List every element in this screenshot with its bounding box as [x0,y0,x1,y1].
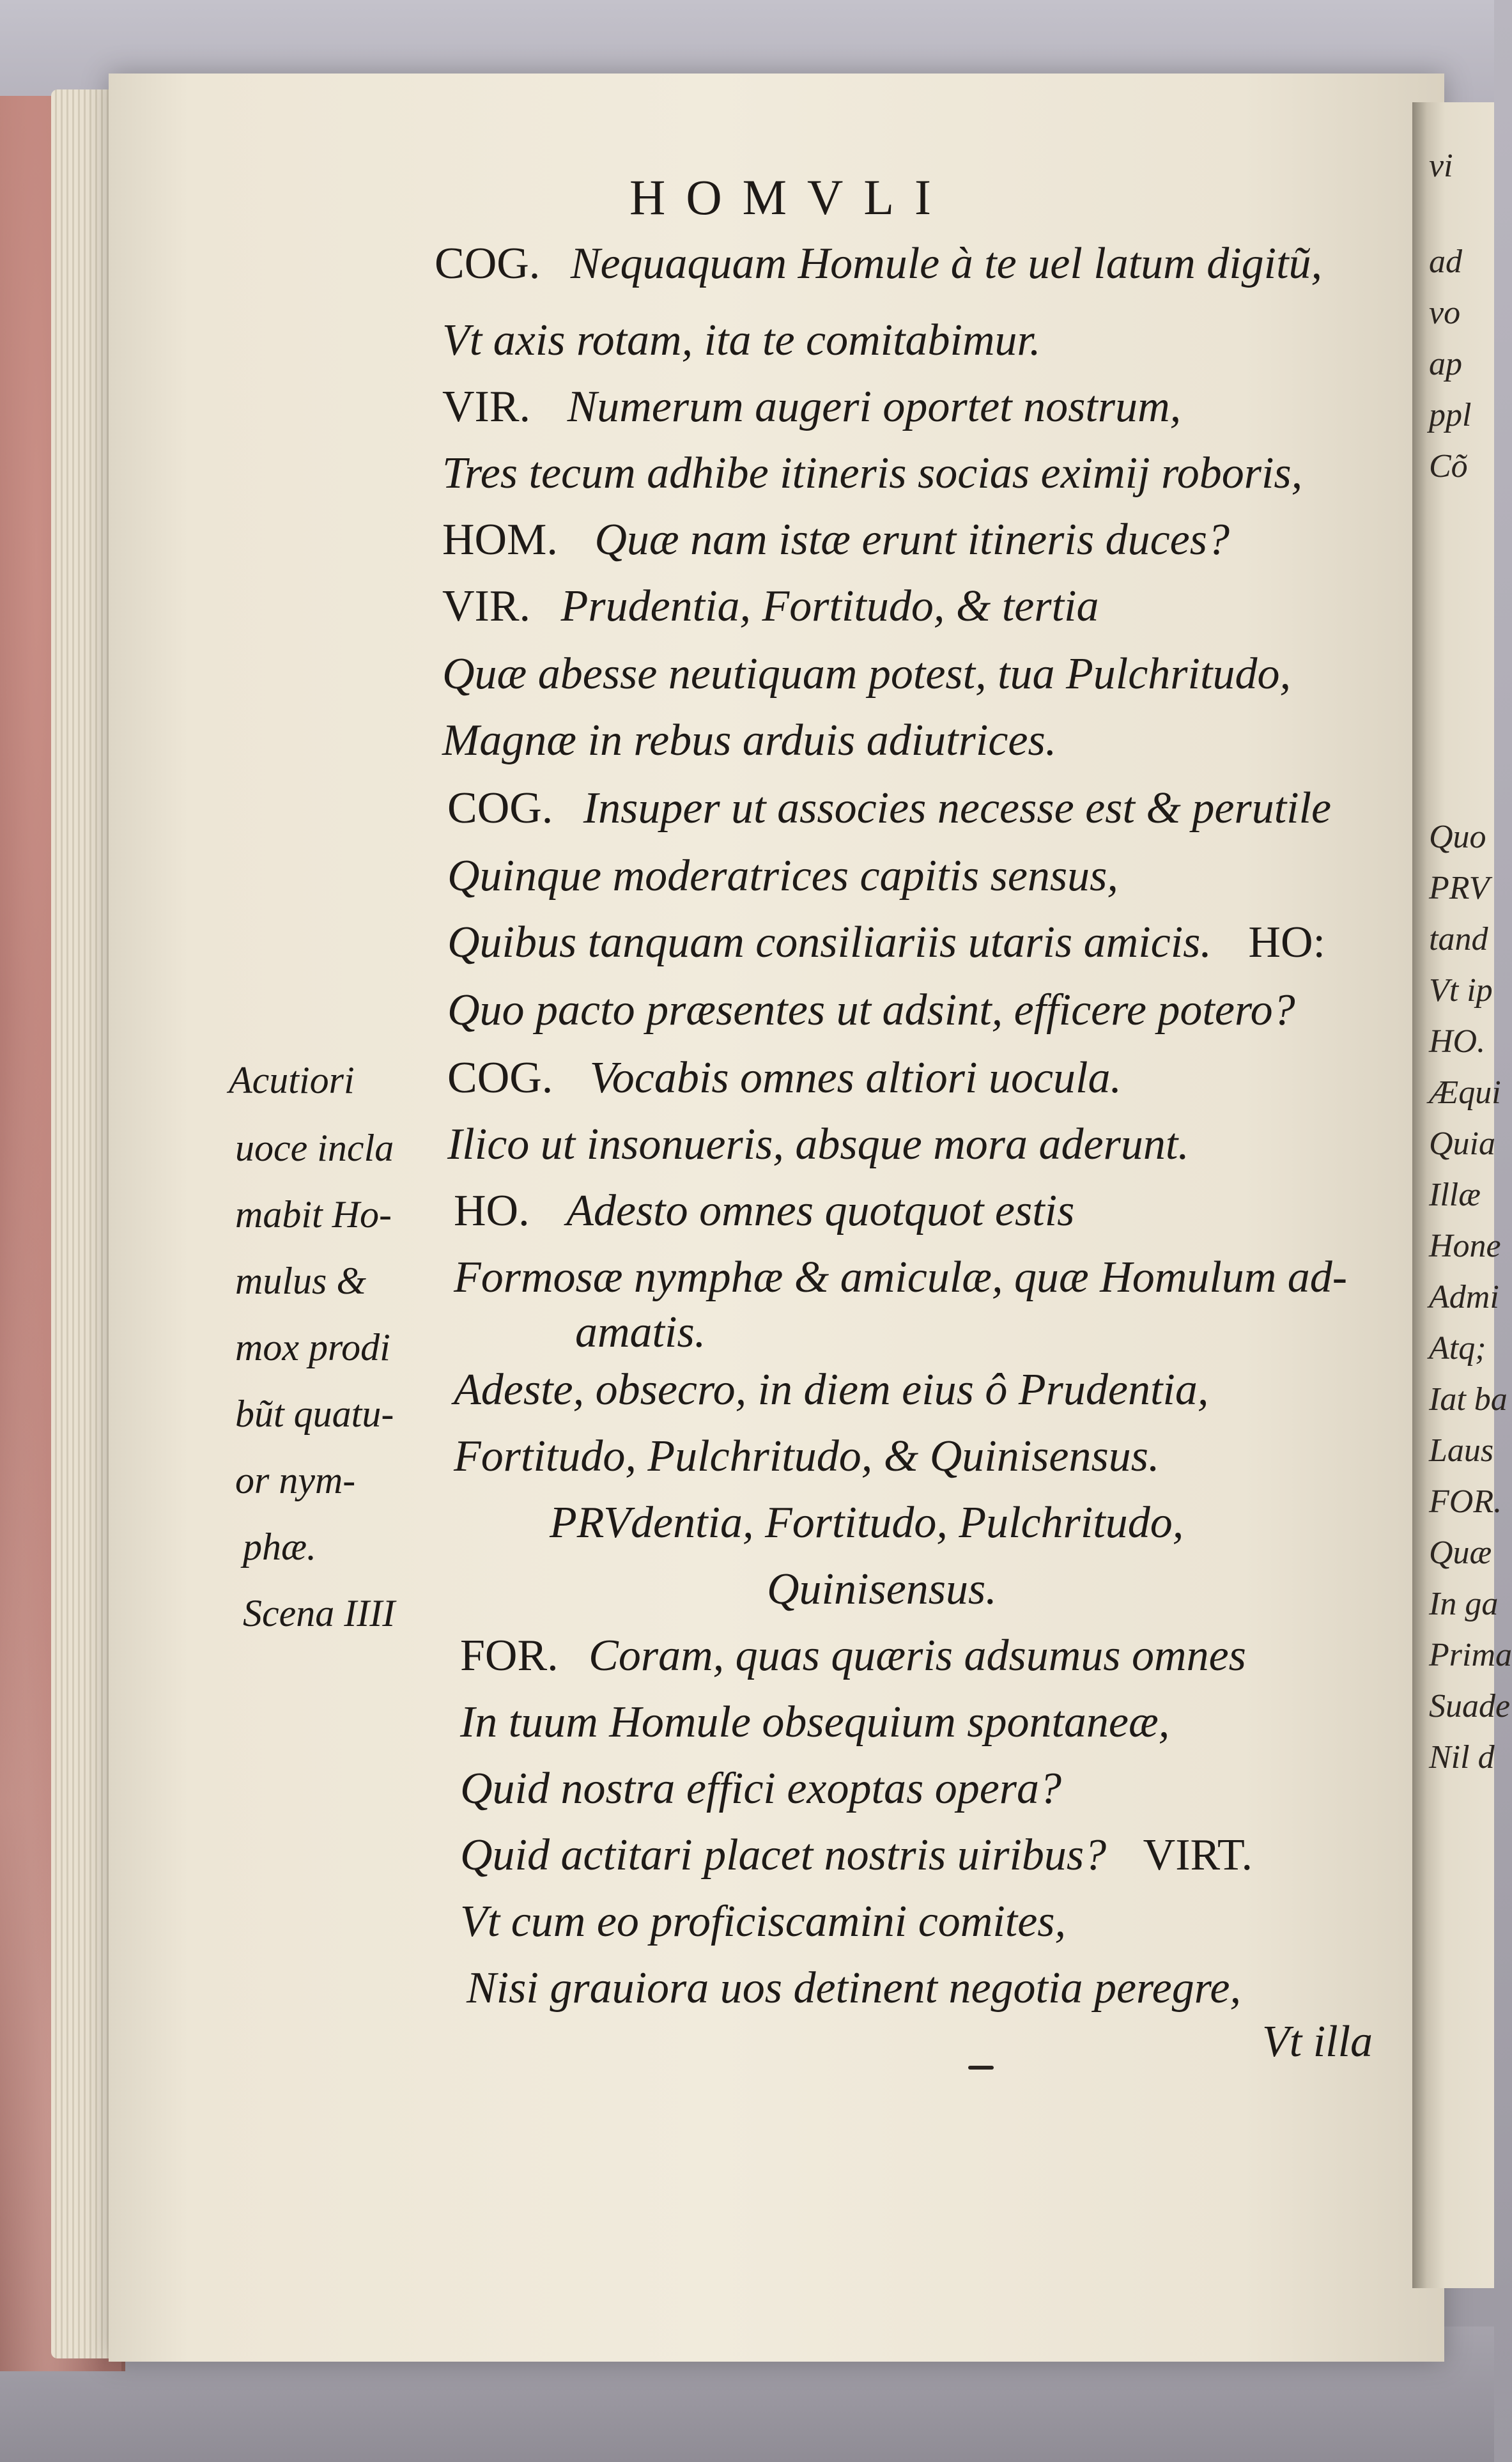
text-line [435,239,1323,288]
text-line: PRVdentia, Fortitudo, Pulchritudo, [550,1498,1184,1547]
facing-fragment: vo [1429,295,1461,331]
text-line [442,515,1230,564]
ink-mark [968,2066,994,2070]
marginal-note-line: mulus & [235,1260,367,1302]
marginal-note-line: phæ. [243,1526,317,1568]
text-line [460,1833,1253,1878]
text-line: In tuum Homule obsequium spontaneæ, [460,1698,1170,1747]
text-line: Formosæ nymphæ & amiculæ, quæ Homulum ad- [454,1253,1348,1302]
line-text: Adesto omnes quotquot estis [566,1186,1075,1235]
line-text: Prudentia, Fortitudo, & tertia [560,582,1099,631]
text-line: amatis. [575,1308,706,1357]
facing-fragment: ad [1429,244,1462,280]
marginal-note-line: Scena IIII [243,1592,396,1634]
facing-fragment: Iat ba [1429,1381,1508,1418]
marginal-note-line: Acutiori [229,1059,355,1101]
marginal-note-line: bũt quatu- [235,1393,394,1435]
line-text: Insuper ut associes necesse est & perutile [583,784,1332,833]
facing-fragment: ap [1429,346,1462,382]
marginal-note-line: mox prodi [235,1326,390,1368]
facing-fragment: Hone [1429,1228,1501,1264]
line-text: Quibus tanquam consiliariis utaris amicis. [447,918,1212,967]
facing-fragment: Admi [1429,1279,1499,1315]
catchword: Vt illa [1262,2017,1373,2066]
speaker-label: COG. [435,239,541,288]
text-line: Quæ abesse neutiquam potest, tua Pulchritudo, [442,649,1291,699]
speaker-label: VIR. [442,582,531,631]
facing-fragment: Laus [1429,1432,1494,1469]
facing-fragment: Æqui [1429,1074,1501,1111]
facing-fragment: Cõ [1429,448,1468,484]
marginal-note-line: or nym- [235,1459,356,1501]
speaker-label: FOR. [460,1631,559,1680]
facing-fragment: Nil d [1429,1739,1495,1776]
running-head: HOMVLI [629,169,952,225]
line-text: Nequaquam Homule à te uel latum digitũ, [570,239,1323,288]
facing-fragment: FOR. [1429,1483,1502,1520]
facing-fragment: Prima [1429,1637,1512,1673]
text-line: Ilico ut insonueris, absque mora aderunt. [447,1120,1189,1169]
facing-fragment: vi [1429,148,1453,184]
text-line [447,1053,1122,1103]
speaker-label: COG. [447,784,553,833]
speaker-label: HO: [1248,918,1325,967]
text-line [460,1631,1246,1680]
text-line: Tres tecum adhibe itineris socias eximij roboris, [442,449,1303,498]
facing-fragment: In ga [1429,1586,1499,1622]
text-line: Quo pacto præsentes ut adsint, efficere potero? [447,986,1295,1035]
speaker-label: HO. [454,1186,530,1235]
text-line: Quinisensus. [767,1565,997,1614]
line-text: Coram, quas quæris adsumus omnes [589,1631,1246,1680]
text-line [454,1186,1075,1235]
line-text: Numerum augeri oportet nostrum, [567,382,1182,431]
marginal-note-line: mabit Ho- [235,1193,392,1235]
facing-fragment: PRV [1429,870,1490,906]
facing-fragment: Vt ip [1429,972,1493,1009]
text-line: Vt cum eo proficiscamini comites, [460,1897,1067,1946]
text-line [442,584,1099,629]
facing-fragment: Suade [1429,1688,1511,1724]
text-line: Fortitudo, Pulchritudo, & Quinisensus. [454,1432,1160,1481]
text-line [447,920,1325,965]
speaker-label: HOM. [442,515,558,564]
facing-fragment: Illæ [1429,1177,1481,1213]
line-text: Vocabis omnes altiori uocula. [589,1053,1122,1103]
facing-fragment: Quæ [1429,1535,1492,1571]
text-line: Nisi grauiora uos detinent negotia peregre, [467,1963,1241,2013]
text-line [442,382,1182,431]
text-line: Vt axis rotam, ita te comitabimur. [442,316,1041,365]
text-line: Magnæ in rebus arduis adiutrices. [442,716,1057,765]
facing-fragment: HO. [1429,1023,1486,1060]
text-line [447,786,1331,831]
line-text: Quæ nam istæ erunt itineris duces? [594,515,1230,564]
speaker-label: VIRT. [1143,1831,1253,1880]
facing-fragment: Quia [1429,1126,1495,1162]
text-line: Quid nostra effici exoptas opera? [460,1764,1062,1813]
speaker-label: VIR. [442,382,531,431]
facing-fragment: tand [1429,921,1488,957]
speaker-label: COG. [447,1053,553,1103]
facing-fragment: ppl [1429,397,1472,433]
facing-fragment: Quo [1429,819,1486,855]
text-line: Quinque moderatrices capitis sensus, [447,851,1118,901]
text-line: Adeste, obsecro, in diem eius ô Prudentia, [454,1365,1209,1414]
facing-fragment: Atq; [1429,1330,1486,1366]
marginal-note-line: uoce incla [235,1127,394,1169]
line-text: Quid actitari placet nostris uiribus? [460,1831,1107,1880]
